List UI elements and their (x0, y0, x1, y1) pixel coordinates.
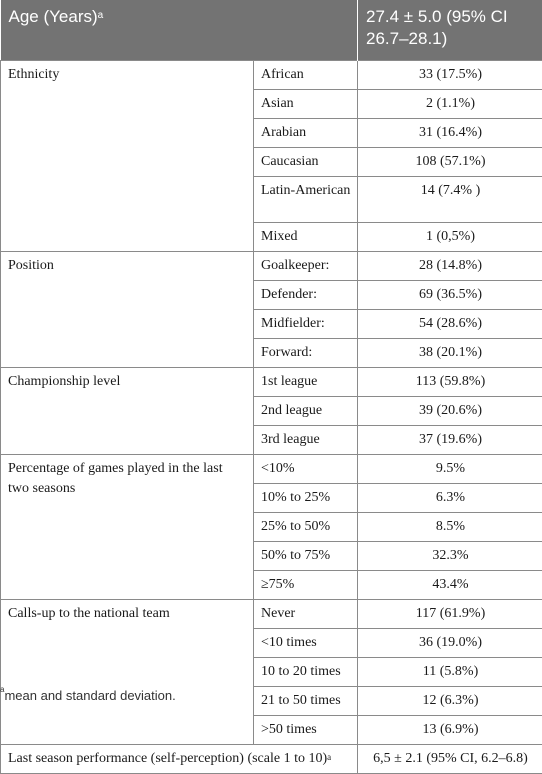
table-body (1, 60, 542, 773)
group-label-games-played: Percentage of games played in the last two seasons (1, 454, 254, 599)
footnote-marker: a (0, 685, 4, 694)
category-cell: Midfielder: (254, 309, 358, 338)
category-cell: <10 times (254, 628, 358, 657)
table-row (1, 367, 542, 396)
footnote-marker: a (98, 10, 104, 21)
group-label-ethnicity: Ethnicity (1, 60, 254, 251)
performance-label: Last season performance (self-perception) (scale 1 to 10)$^a$ (1, 744, 358, 773)
header-age-value: 27.4 ± 5.0 (95% CI 26.7–28.1) (358, 0, 542, 60)
category-cell: Defender: (254, 280, 358, 309)
table-row (1, 599, 542, 628)
category-cell: 50% to 75% (254, 541, 358, 570)
table-footnote: $^a$mean and standard deviation. (0, 688, 176, 703)
group-label-national-team-calls: Calls-up to the national team (1, 599, 254, 744)
performance-value: 6,5 ± 2.1 (95% CI, 6.2–6.8) (358, 744, 542, 773)
category-cell: 1st league (254, 367, 358, 396)
value-cell: 69 (36.5%) (358, 280, 542, 309)
value-cell: 32.3% (358, 541, 542, 570)
category-cell: 2nd league (254, 396, 358, 425)
value-cell: 39 (20.6%) (358, 396, 542, 425)
table-row (1, 454, 542, 483)
group-label-championship-level: Championship level (1, 367, 254, 454)
value-cell: 108 (57.1%) (358, 147, 542, 176)
category-cell: Asian (254, 89, 358, 118)
table-row (1, 251, 542, 280)
category-cell: ≥75% (254, 570, 358, 599)
category-cell: <10% (254, 454, 358, 483)
value-cell: 2 (1.1%) (358, 89, 542, 118)
value-cell: 6.3% (358, 483, 542, 512)
header-age-label: Age (Years)$^a$ (1, 0, 358, 60)
category-cell: Goalkeeper: (254, 251, 358, 280)
category-cell: Forward: (254, 338, 358, 367)
category-cell: 10 to 20 times (254, 657, 358, 686)
group-label-position: Position (1, 251, 254, 367)
value-cell: 14 (7.4% ) (358, 176, 542, 222)
value-cell: 38 (20.1%) (358, 338, 542, 367)
category-cell: >50 times (254, 715, 358, 744)
value-cell: 54 (28.6%) (358, 309, 542, 338)
category-cell: African (254, 60, 358, 89)
category-cell: 10% to 25% (254, 483, 358, 512)
category-cell: Arabian (254, 118, 358, 147)
table-row-performance (1, 744, 542, 773)
footnote-marker: a (327, 752, 331, 762)
category-cell: 3rd league (254, 425, 358, 454)
table-header-row (1, 0, 542, 60)
category-cell: Mixed (254, 222, 358, 251)
table-row (1, 60, 542, 89)
value-cell: 36 (19.0%) (358, 628, 542, 657)
value-cell: 31 (16.4%) (358, 118, 542, 147)
value-cell: 33 (17.5%) (358, 60, 542, 89)
category-cell: Latin-American (254, 176, 358, 222)
value-cell: 117 (61.9%) (358, 599, 542, 628)
category-cell: 25% to 50% (254, 512, 358, 541)
value-cell: 28 (14.8%) (358, 251, 542, 280)
category-cell: Caucasian (254, 147, 358, 176)
value-cell: 37 (19.6%) (358, 425, 542, 454)
value-cell: 113 (59.8%) (358, 367, 542, 396)
value-cell: 8.5% (358, 512, 542, 541)
category-cell: 21 to 50 times (254, 686, 358, 715)
value-cell: 9.5% (358, 454, 542, 483)
category-cell: Never (254, 599, 358, 628)
value-cell: 11 (5.8%) (358, 657, 542, 686)
value-cell: 13 (6.9%) (358, 715, 542, 744)
value-cell: 43.4% (358, 570, 542, 599)
value-cell: 12 (6.3%) (358, 686, 542, 715)
value-cell: 1 (0,5%) (358, 222, 542, 251)
